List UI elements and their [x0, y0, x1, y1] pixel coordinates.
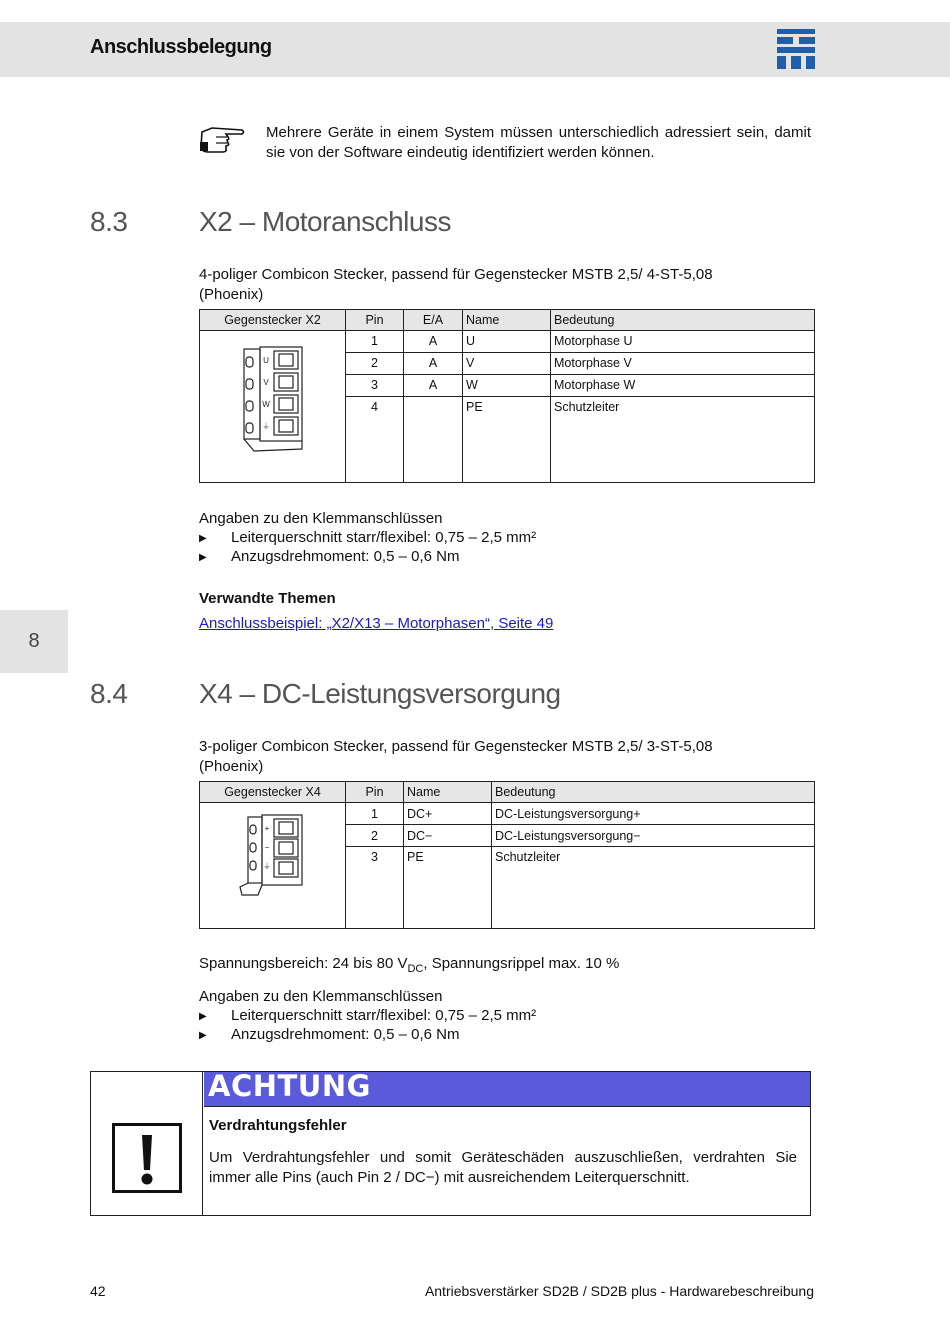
x4-terminal-title: Angaben zu den Klemmanschlüssen	[199, 988, 443, 1005]
pointing-hand-icon	[198, 122, 246, 154]
list-item-text: Anzugsdrehmoment: 0,5 – 0,6 Nm	[231, 548, 460, 565]
table-row	[200, 331, 815, 353]
io-cell	[404, 396, 463, 482]
x4-intro	[199, 737, 799, 777]
table-header-cell: Pin	[346, 782, 404, 803]
bullet-icon: ▶	[199, 533, 207, 544]
section-number-8-3: 8.3	[90, 206, 128, 237]
meaning-cell: DC-Leistungsversorgung−	[492, 825, 815, 847]
connector-pin-label: U	[263, 356, 269, 365]
connector-pin-label: V	[263, 378, 269, 387]
pin-cell: 4	[346, 396, 404, 482]
table-header-cell: Gegenstecker X4	[200, 782, 346, 803]
warning-banner-label: ACHTUNG	[208, 1069, 371, 1103]
table-row	[200, 803, 815, 825]
list-item-text: Leiterquerschnitt starr/flexibel: 0,75 – 2,5 mm²	[231, 529, 537, 546]
list-item	[199, 528, 536, 548]
table-header-cell: Pin	[346, 310, 404, 331]
name-cell: U	[463, 331, 551, 353]
meaning-cell: Motorphase W	[551, 374, 815, 396]
pin-cell: 1	[346, 331, 404, 353]
table-header-cell: Gegenstecker X2	[200, 310, 346, 331]
list-item	[199, 1006, 536, 1026]
pin-cell: 2	[346, 825, 404, 847]
pin-cell: 2	[346, 352, 404, 374]
footer-document-title: Antriebsverstärker SD2B / SD2B plus - Hardwarebeschreibung	[424, 1283, 814, 1299]
name-cell: DC+	[404, 803, 492, 825]
meaning-cell: Schutzleiter	[492, 847, 815, 929]
connector-x2-icon	[200, 331, 344, 479]
x2-connector-cell	[200, 331, 346, 483]
io-cell: A	[404, 331, 463, 353]
bullet-icon: ▶	[199, 1030, 207, 1041]
connector-pin-label: +	[264, 824, 270, 833]
list-item-text: Anzugsdrehmoment: 0,5 – 0,6 Nm	[231, 1026, 460, 1043]
io-cell: A	[404, 374, 463, 396]
x4-intro-line2: (Phoenix)	[199, 758, 264, 775]
connector-pin-label: ⏚	[262, 422, 270, 431]
table-header-cell: Name	[463, 310, 551, 331]
connector-x4-icon	[200, 803, 344, 925]
warning-text: Um Verdrahtungsfehler und somit Geräteschäden auszuschließen, verdrahten Sie immer alle Pins (auch Pin 2 / DC−) mit ausreichendem Leiterquerschnitt.	[209, 1149, 797, 1186]
section-number-8-4: 8.4	[90, 678, 128, 709]
x2-pin-table	[199, 309, 815, 483]
x2-terminal-title: Angaben zu den Klemmanschlüssen	[199, 510, 443, 527]
x2-intro-line1: 4-poliger Combicon Stecker, passend für Gegenstecker MSTB 2,5/ 4-ST-5,08	[199, 266, 713, 283]
meaning-cell: Schutzleiter	[551, 396, 815, 482]
pin-cell: 3	[346, 374, 404, 396]
x4-intro-line1: 3-poliger Combicon Stecker, passend für Gegenstecker MSTB 2,5/ 3-ST-5,08	[199, 738, 713, 755]
table-header-row	[200, 782, 815, 803]
pin-cell: 1	[346, 803, 404, 825]
connector-pin-label: ⏚	[263, 862, 271, 871]
connector-pin-label: −	[264, 843, 270, 852]
x2-intro-line2: (Phoenix)	[199, 286, 264, 303]
bullet-icon: ▶	[199, 552, 207, 563]
warning-heading: Verdrahtungsfehler	[209, 1117, 347, 1134]
exclamation-icon	[112, 1123, 182, 1193]
table-header-cell: Name	[404, 782, 492, 803]
section-title-x4: X4 – DC-Leistungsversorgung	[199, 678, 561, 709]
connector-pin-label: W	[262, 400, 270, 409]
name-cell: V	[463, 352, 551, 374]
pin-cell: 3	[346, 847, 404, 929]
table-header-row	[200, 310, 815, 331]
chapter-tab	[0, 610, 68, 673]
note-text: Mehrere Geräte in einem System müssen unterschiedlich adressiert sein, damit sie von der Software eindeutig identifiziert werden können.	[266, 124, 811, 161]
x2-intro	[199, 265, 799, 305]
related-topics-heading: Verwandte Themen	[199, 590, 336, 607]
table-header-cell: Bedeutung	[551, 310, 815, 331]
name-cell: DC−	[404, 825, 492, 847]
voltage-range	[199, 954, 799, 979]
io-cell: A	[404, 352, 463, 374]
name-cell: PE	[404, 847, 492, 929]
name-cell: W	[463, 374, 551, 396]
name-cell: PE	[463, 396, 551, 482]
chapter-tab-label: 8	[28, 630, 40, 652]
x4-pin-table	[199, 781, 815, 929]
related-topic-link-wrap	[199, 614, 799, 634]
bullet-icon: ▶	[199, 1011, 207, 1022]
page-number: 42	[90, 1283, 106, 1299]
table-header-cell: Bedeutung	[492, 782, 815, 803]
list-item	[199, 547, 459, 567]
meaning-cell: DC-Leistungsversorgung+	[492, 803, 815, 825]
list-item-text: Leiterquerschnitt starr/flexibel: 0,75 – 2,5 mm²	[231, 1007, 537, 1024]
meaning-cell: Motorphase V	[551, 352, 815, 374]
section-title-x2: X2 – Motoranschluss	[199, 206, 451, 237]
x4-connector-cell	[200, 803, 346, 929]
meaning-cell: Motorphase U	[551, 331, 815, 353]
table-header-cell: E/A	[404, 310, 463, 331]
list-item	[199, 1025, 459, 1045]
page-header-title: Anschlussbelegung	[90, 36, 272, 58]
voltage-subscript: DC	[407, 963, 424, 975]
related-topic-link[interactable]: Anschlussbeispiel: „X2/X13 – Motorphasen“, Seite 49	[199, 615, 554, 632]
voltage-prefix: Spannungsbereich: 24 bis 80 V	[199, 955, 408, 972]
voltage-suffix: , Spannungsrippel max. 10 %	[423, 955, 620, 972]
company-logo-icon	[777, 29, 815, 69]
